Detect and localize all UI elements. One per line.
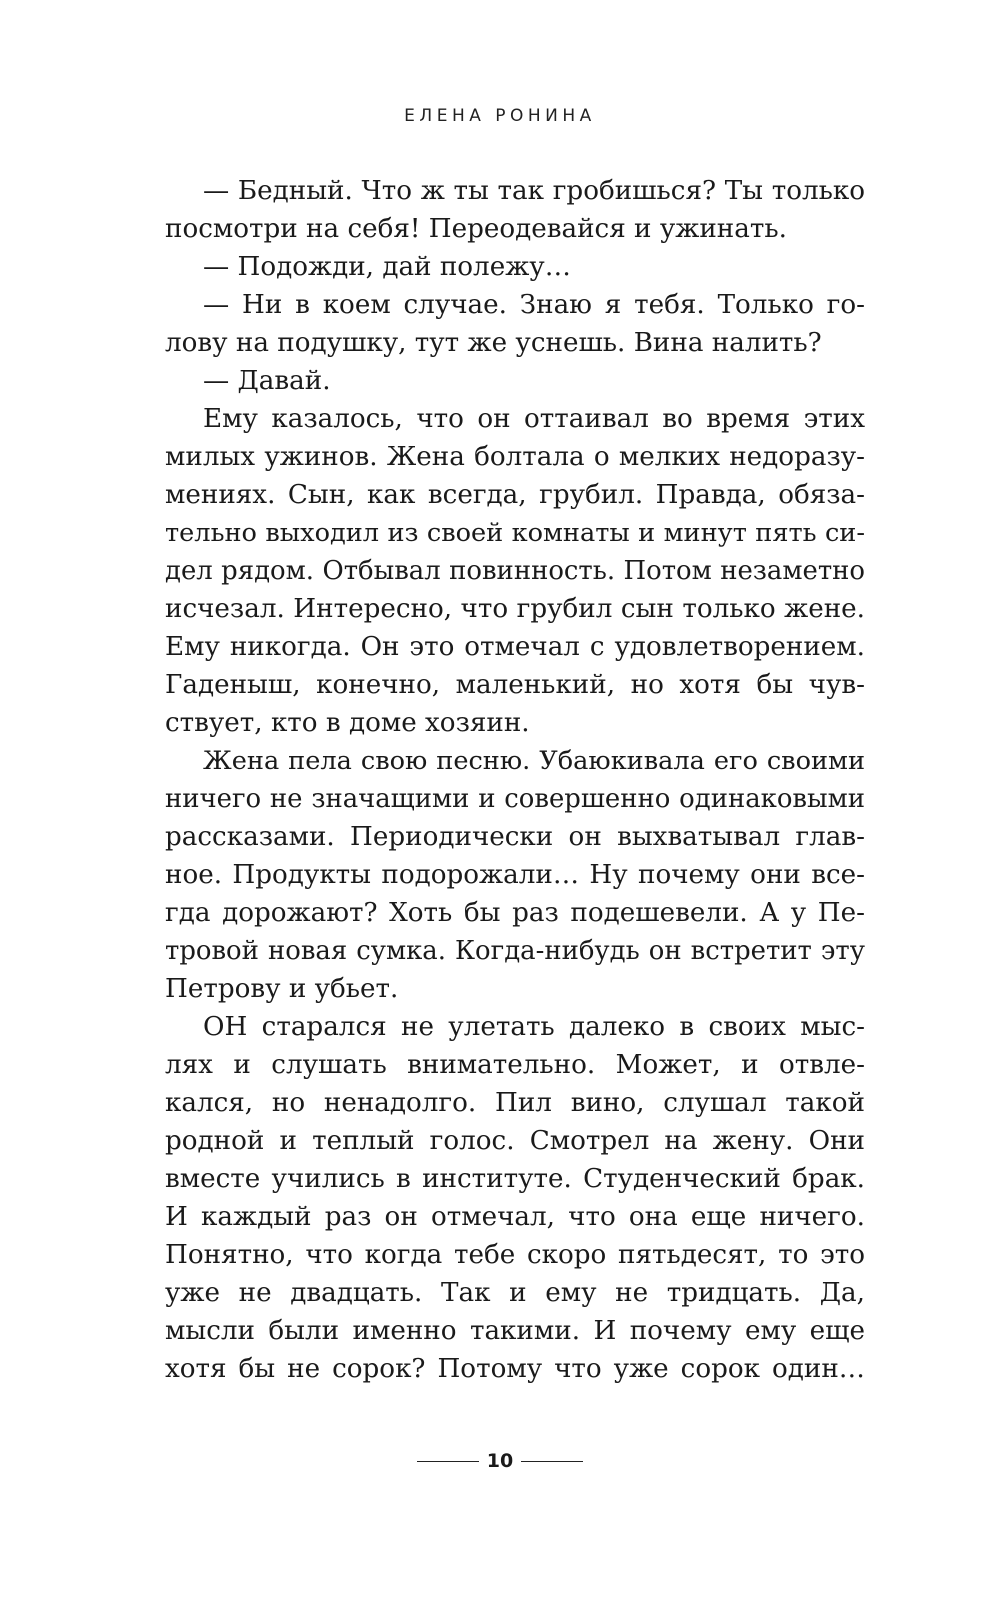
text-line: ничего не значащими и совершенно одинаковыми [165,784,865,814]
text-line: лову на подушку, тут же уснешь. Вина налить? [165,328,822,358]
text-line: ное. Продукты подорожали… Ну почему они все- [165,860,865,890]
text-line: Гаденыш, конечно, маленький, но хотя бы чув- [165,670,865,700]
text-line: лях и слушать внимательно. Может, и отвле- [165,1050,865,1080]
text-line: милых ужинов. Жена болтала о мелких недоразу- [165,442,865,472]
text-line: — Ни в коем случае. Знаю я тебя. Только го- [203,290,865,320]
text-line: Ему казалось, что он оттаивал во время этих [203,404,865,434]
text-line: Ему никогда. Он это отмечал с удовлетворением. [165,632,865,662]
text-line: Понятно, что когда тебе скоро пятьдесят, то это [165,1240,865,1270]
text-line: кался, но ненадолго. Пил вино, слушал такой [165,1088,865,1118]
text-line: родной и теплый голос. Смотрел на жену. Они [165,1126,865,1156]
page-number: 10 [486,1450,514,1472]
text-line: дел рядом. Отбывал повинность. Потом незаметно [165,556,865,586]
footer-rule-left [417,1461,479,1462]
text-line: ствует, кто в доме хозяин. [165,708,530,738]
text-line: исчезал. Интересно, что грубил сын только жене. [165,594,865,624]
page-footer [0,1446,1000,1476]
text-line: тровой новая сумка. Когда-нибудь он встретит эту [165,936,865,966]
text-line: — Бедный. Что ж ты так гробишься? Ты только [203,176,865,206]
text-line: рассказами. Периодически он выхватывал глав- [165,822,865,852]
text-line: тельно выходил из своей комнаты и минут пять си- [165,518,865,548]
text-line: Петрову и убьет. [165,974,399,1004]
text-line: вместе учились в институте. Студенческий брак. [165,1164,865,1194]
footer-rule-right [521,1461,583,1462]
body-text [165,172,865,1388]
running-header-author: ЕЛЕНА РОНИНА [404,106,596,126]
text-line: хотя бы не сорок? Потому что уже сорок один… [165,1354,865,1384]
text-line: И каждый раз он отмечал, что она еще ничего. [165,1202,865,1232]
text-line: уже не двадцать. Так и ему не тридцать. Да, [165,1278,865,1308]
text-line: — Подожди, дай полежу… [203,252,571,282]
text-line: посмотри на себя! Переодевайся и ужинать. [165,214,787,244]
text-line: Жена пела свою песню. Убаюкивала его своими [203,746,865,776]
text-line: ОН старался не улетать далеко в своих мыс- [203,1012,865,1042]
text-line: мениях. Сын, как всегда, грубил. Правда, обяза- [165,480,865,510]
text-line: мысли были именно такими. И почему ему еще [165,1316,865,1346]
text-line: — Давай. [203,366,331,396]
text-line: гда дорожают? Хоть бы раз подешевели. А у Пе- [165,898,865,928]
